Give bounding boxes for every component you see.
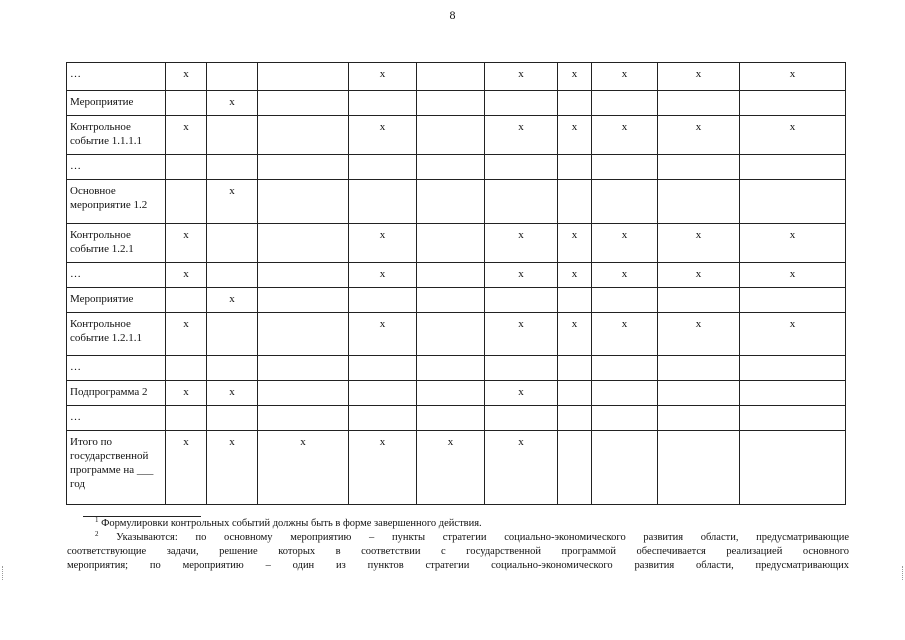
empty-cell	[417, 313, 485, 356]
empty-cell	[592, 180, 658, 224]
marked-cell: x	[349, 431, 417, 505]
marked-cell: x	[485, 116, 558, 155]
marked-cell: x	[485, 313, 558, 356]
empty-cell	[740, 180, 846, 224]
marked-cell: x	[740, 224, 846, 263]
empty-cell	[658, 288, 740, 313]
empty-cell	[740, 431, 846, 505]
marked-cell: x	[166, 224, 207, 263]
row-label-cell: …	[67, 356, 166, 381]
empty-cell	[658, 406, 740, 431]
control-events-table-wrapper	[66, 62, 846, 505]
empty-cell	[258, 313, 349, 356]
empty-cell	[207, 224, 258, 263]
empty-cell	[558, 406, 592, 431]
empty-cell	[166, 406, 207, 431]
empty-cell	[740, 381, 846, 406]
row-label-cell: …	[67, 263, 166, 288]
empty-cell	[485, 288, 558, 313]
empty-cell	[658, 155, 740, 180]
table-row	[67, 263, 846, 288]
marked-cell: x	[558, 224, 592, 263]
marked-cell: x	[207, 91, 258, 116]
marked-cell: x	[658, 224, 740, 263]
marked-cell: x	[558, 263, 592, 288]
footnote-2-line-2: соответствующие задачи, решение которых в соответствии с государственной программой обеспечивается реализацией основного	[67, 546, 849, 557]
empty-cell	[258, 224, 349, 263]
row-label-cell: Мероприятие	[67, 91, 166, 116]
empty-cell	[485, 155, 558, 180]
empty-cell	[417, 63, 485, 91]
empty-cell	[258, 180, 349, 224]
table-row	[67, 155, 846, 180]
marked-cell: x	[592, 263, 658, 288]
footnotes	[67, 516, 849, 573]
empty-cell	[258, 406, 349, 431]
footnote-2-line-3: мероприятия; по мероприятию – один из пунктов стратегии социально-экономического развития области, предусматривающих	[67, 560, 849, 571]
marked-cell: x	[658, 63, 740, 91]
empty-cell	[258, 63, 349, 91]
row-label-cell: Мероприятие	[67, 288, 166, 313]
table-row	[67, 180, 846, 224]
marked-cell: x	[558, 116, 592, 155]
page-number: 8	[449, 8, 456, 22]
empty-cell	[258, 288, 349, 313]
marked-cell: x	[558, 313, 592, 356]
marked-cell: x	[592, 116, 658, 155]
empty-cell	[740, 356, 846, 381]
empty-cell	[349, 155, 417, 180]
marked-cell: x	[349, 116, 417, 155]
empty-cell	[258, 263, 349, 288]
empty-cell	[417, 406, 485, 431]
table-row	[67, 356, 846, 381]
marked-cell: x	[740, 116, 846, 155]
marked-cell: x	[207, 288, 258, 313]
empty-cell	[207, 155, 258, 180]
footnote-1-text: Формулировки контрольных событий должны быть в форме завершенного действия.	[101, 518, 482, 529]
marked-cell: x	[740, 313, 846, 356]
row-label-cell: Контрольное событие 1.2.1.1	[67, 313, 166, 356]
row-label-cell: Итого по государственной программе на ___ год	[67, 431, 166, 505]
marked-cell: x	[166, 116, 207, 155]
empty-cell	[166, 180, 207, 224]
empty-cell	[207, 63, 258, 91]
empty-cell	[485, 356, 558, 381]
row-label-cell: Основное мероприятие 1.2	[67, 180, 166, 224]
empty-cell	[658, 180, 740, 224]
marked-cell: x	[658, 313, 740, 356]
empty-cell	[592, 288, 658, 313]
empty-cell	[417, 116, 485, 155]
empty-cell	[558, 356, 592, 381]
empty-cell	[740, 91, 846, 116]
empty-cell	[166, 91, 207, 116]
empty-cell	[258, 91, 349, 116]
empty-cell	[417, 224, 485, 263]
empty-cell	[740, 406, 846, 431]
row-label-cell: Подпрограмма 2	[67, 381, 166, 406]
table-row	[67, 288, 846, 313]
empty-cell	[558, 288, 592, 313]
marked-cell: x	[166, 263, 207, 288]
footnote-2-text-1: Указываются: по основному мероприятию – пункты стратегии социально-экономического развития области, предусматривающие	[116, 532, 849, 543]
footnote-1	[67, 517, 849, 531]
marked-cell: x	[417, 431, 485, 505]
empty-cell	[592, 381, 658, 406]
empty-cell	[166, 288, 207, 313]
row-label-cell: …	[67, 406, 166, 431]
empty-cell	[658, 381, 740, 406]
empty-cell	[166, 356, 207, 381]
empty-cell	[592, 356, 658, 381]
marked-cell: x	[740, 63, 846, 91]
marked-cell: x	[207, 381, 258, 406]
table-row	[67, 406, 846, 431]
table-row	[67, 91, 846, 116]
empty-cell	[207, 263, 258, 288]
marked-cell: x	[166, 313, 207, 356]
empty-cell	[592, 91, 658, 116]
empty-cell	[592, 155, 658, 180]
marked-cell: x	[166, 63, 207, 91]
empty-cell	[349, 288, 417, 313]
empty-cell	[558, 381, 592, 406]
marked-cell: x	[740, 263, 846, 288]
table-row	[67, 381, 846, 406]
marked-cell: x	[349, 224, 417, 263]
empty-cell	[349, 381, 417, 406]
empty-cell	[558, 155, 592, 180]
marked-cell: x	[592, 313, 658, 356]
marked-cell: x	[658, 116, 740, 155]
empty-cell	[258, 356, 349, 381]
empty-cell	[349, 91, 417, 116]
empty-cell	[558, 431, 592, 505]
marked-cell: x	[485, 431, 558, 505]
footnote-2-marker: 2	[95, 530, 99, 538]
empty-cell	[485, 180, 558, 224]
table-row	[67, 313, 846, 356]
marked-cell: x	[658, 263, 740, 288]
table-row	[67, 63, 846, 91]
table-row	[67, 431, 846, 505]
empty-cell	[740, 288, 846, 313]
empty-cell	[349, 180, 417, 224]
empty-cell	[349, 356, 417, 381]
marked-cell: x	[485, 263, 558, 288]
empty-cell	[485, 91, 558, 116]
empty-cell	[417, 180, 485, 224]
empty-cell	[166, 155, 207, 180]
empty-cell	[417, 356, 485, 381]
scan-edge-mark-left	[2, 566, 4, 580]
marked-cell: x	[349, 263, 417, 288]
empty-cell	[258, 381, 349, 406]
empty-cell	[592, 431, 658, 505]
marked-cell: x	[485, 63, 558, 91]
footnote-1-marker: 1	[95, 516, 99, 524]
row-label-cell: Контрольное событие 1.1.1.1	[67, 116, 166, 155]
marked-cell: x	[349, 313, 417, 356]
marked-cell: x	[166, 431, 207, 505]
marked-cell: x	[207, 180, 258, 224]
empty-cell	[485, 406, 558, 431]
empty-cell	[417, 288, 485, 313]
empty-cell	[417, 381, 485, 406]
empty-cell	[207, 313, 258, 356]
marked-cell: x	[166, 381, 207, 406]
marked-cell: x	[558, 63, 592, 91]
empty-cell	[740, 155, 846, 180]
table-row	[67, 224, 846, 263]
empty-cell	[207, 356, 258, 381]
empty-cell	[417, 155, 485, 180]
marked-cell: x	[349, 63, 417, 91]
control-events-table	[66, 62, 846, 505]
scan-edge-mark-right	[902, 566, 904, 580]
marked-cell: x	[207, 431, 258, 505]
marked-cell: x	[258, 431, 349, 505]
empty-cell	[558, 91, 592, 116]
row-label-cell: Контрольное событие 1.2.1	[67, 224, 166, 263]
empty-cell	[207, 116, 258, 155]
empty-cell	[258, 116, 349, 155]
empty-cell	[417, 263, 485, 288]
row-label-cell: …	[67, 155, 166, 180]
footnote-2-line-1	[67, 531, 849, 545]
empty-cell	[417, 91, 485, 116]
marked-cell: x	[485, 381, 558, 406]
empty-cell	[658, 431, 740, 505]
empty-cell	[558, 180, 592, 224]
table-row	[67, 116, 846, 155]
empty-cell	[258, 155, 349, 180]
marked-cell: x	[592, 63, 658, 91]
empty-cell	[207, 406, 258, 431]
row-label-cell: …	[67, 63, 166, 91]
marked-cell: x	[592, 224, 658, 263]
marked-cell: x	[485, 224, 558, 263]
empty-cell	[658, 91, 740, 116]
empty-cell	[349, 406, 417, 431]
empty-cell	[592, 406, 658, 431]
empty-cell	[658, 356, 740, 381]
